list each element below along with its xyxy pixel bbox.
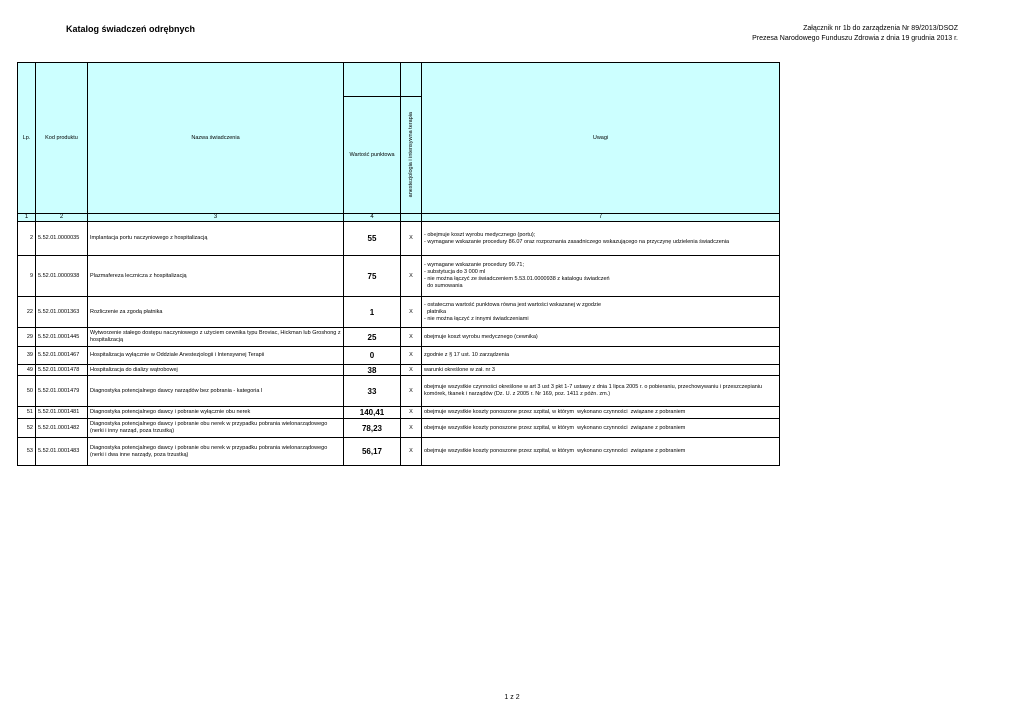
column-number-row	[18, 214, 780, 222]
cell-lp: 49	[18, 365, 36, 376]
cell-anest-mark: X	[401, 438, 422, 466]
cell-anest-mark: X	[401, 256, 422, 297]
cell-nazwa: Hospitalizacja wyłącznie w Oddziale Anestezjologii i Intensywnej Terapii	[88, 347, 344, 365]
cell-kod: 5.52.01.0001479	[36, 376, 88, 407]
uwagi-line: zgodnie z § 17 ust. 10 zarządzenia	[424, 352, 510, 358]
cell-kod: 5.52.01.0001363	[36, 297, 88, 328]
cell-kod: 5.52.01.0000035	[36, 222, 88, 256]
cell-wartosc: 1	[344, 297, 401, 328]
cell-nazwa: Plazmafereza lecznicza z hospitalizacją	[88, 256, 344, 297]
header-anest-label: anestezjologia i intensywna terapia	[407, 112, 414, 198]
uwagi-line: warunki określone w zał. nr 3	[424, 366, 495, 373]
cell-uwagi	[422, 376, 780, 407]
cell-kod: 5.52.01.0001483	[36, 438, 88, 466]
cell-uwagi	[422, 328, 780, 347]
uwagi-line: do sumowania	[424, 283, 463, 289]
cell-nazwa: Wytworzenie stałego dostępu naczyniowego z użyciem cewnika typu Broviac, Hickman lub Groshong z hospitalizacją	[88, 328, 344, 347]
cell-wartosc: 25	[344, 328, 401, 347]
table-row	[18, 407, 780, 419]
col-number: 3	[88, 214, 344, 222]
cell-anest-mark: X	[401, 222, 422, 256]
cell-nazwa: Diagnostyka potencjalnego dawcy i pobranie wyłącznie obu nerek	[88, 407, 344, 419]
cell-uwagi	[422, 256, 780, 297]
table-row	[18, 256, 780, 297]
cell-uwagi	[422, 419, 780, 438]
cell-uwagi	[422, 222, 780, 256]
cell-uwagi	[422, 297, 780, 328]
uwagi-line: obejmuje wszystkie koszty ponoszone przez szpital, w którym wykonano czynności związane z pobraniem	[424, 424, 686, 431]
header-uwagi: Uwagi	[422, 63, 780, 214]
col-number: 7	[422, 214, 780, 222]
table-row	[18, 376, 780, 407]
cell-lp: 50	[18, 376, 36, 407]
cell-wartosc: 75	[344, 256, 401, 297]
cell-nazwa: Hospitalizacja do dializy wątrobowej	[88, 365, 344, 376]
uwagi-line: - obejmuje koszt wyrobu medycznego (portu);	[424, 231, 536, 238]
header-kod: Kod produktu	[36, 63, 88, 214]
annex-note	[752, 24, 958, 43]
annex-line-2: Prezesa Narodowego Funduszu Zdrowia z dnia 19 grudnia 2013 r.	[752, 34, 958, 42]
table-row	[18, 347, 780, 365]
cell-kod: 5.52.01.0001445	[36, 328, 88, 347]
cell-anest-mark: X	[401, 407, 422, 419]
cell-wartosc: 78,23	[344, 419, 401, 438]
table-row	[18, 328, 780, 347]
cell-kod: 5.52.01.0001478	[36, 365, 88, 376]
header-wartosc-top	[344, 63, 401, 97]
uwagi-line: obejmuje wszystkie koszty ponoszone przez szpital, w którym wykonano czynności związane z pobraniem	[424, 448, 686, 454]
header-anest	[401, 97, 422, 214]
table-row	[18, 438, 780, 466]
cell-wartosc: 33	[344, 376, 401, 407]
uwagi-line: - wymagane wskazanie procedury 86.07 oraz rozpoznania zasadniczego wskazującego na przyczynę udzielenia świadczenia	[424, 238, 730, 245]
uwagi-line: obejmuje wszystkie koszty ponoszone przez szpital, w którym wykonano czynności związane z pobraniem	[424, 409, 686, 415]
col-number	[401, 214, 422, 222]
cell-anest-mark: X	[401, 376, 422, 407]
col-number: 1	[18, 214, 36, 222]
cell-nazwa: Implantacja portu naczyniowego z hospitalizacją	[88, 222, 344, 256]
cell-anest-mark: X	[401, 419, 422, 438]
table-row	[18, 365, 780, 376]
col-number: 4	[344, 214, 401, 222]
page-number: 1 z 2	[504, 694, 520, 701]
cell-lp: 53	[18, 438, 36, 466]
cell-kod: 5.52.01.0001467	[36, 347, 88, 365]
cell-kod: 5.52.01.0001481	[36, 407, 88, 419]
uwagi-line: obejmuje wszystkie czynności określone w art 3 ust 3 pkt 1-7 ustawy z dnia 1 lipca 2005 r. o pobieraniu, przechowywaniu i przeszczepianiu komórek, tkanek i narządów (Dz. U. z 2005 r. Nr 169, poz. 1411 z późn. zm.)	[424, 384, 764, 397]
cell-lp: 2	[18, 222, 36, 256]
cell-uwagi	[422, 407, 780, 419]
cell-wartosc: 56,17	[344, 438, 401, 466]
cell-anest-mark: X	[401, 297, 422, 328]
cell-anest-mark: X	[401, 365, 422, 376]
cell-nazwa: Diagnostyka potencjalnego dawcy i pobranie obu nerek w przypadku pobrania wielonarządowego (nerki i dwa inne narządy, poza trzustką)	[88, 438, 344, 466]
col-number: 2	[36, 214, 88, 222]
cell-kod: 5.52.01.0000938	[36, 256, 88, 297]
cell-lp: 22	[18, 297, 36, 328]
uwagi-line: płatnika	[424, 308, 447, 315]
cell-uwagi	[422, 365, 780, 376]
uwagi-line: - ostateczna wartość punktowa równa jest wartości wskazanej w zgodzie	[424, 301, 601, 308]
cell-uwagi	[422, 347, 780, 365]
cell-wartosc: 0	[344, 347, 401, 365]
uwagi-line: - nie można łączyć z innymi świadczeniami	[424, 315, 529, 322]
cell-wartosc: 140,41	[344, 407, 401, 419]
uwagi-line: - substytucja do 3 000 ml	[424, 269, 486, 275]
table-row	[18, 297, 780, 328]
cell-wartosc: 38	[344, 365, 401, 376]
header-wartosc: Wartość punktowa	[344, 97, 401, 214]
cell-nazwa: Rozliczenie za zgodą płatnika	[88, 297, 344, 328]
cell-uwagi	[422, 438, 780, 466]
cell-lp: 9	[18, 256, 36, 297]
uwagi-line: - wymagane wskazanie procedury 99.71;	[424, 262, 524, 268]
header-lp: Lp.	[18, 63, 36, 214]
document-title: Katalog świadczeń odrębnych	[66, 24, 196, 34]
cell-anest-mark: X	[401, 347, 422, 365]
catalog-table	[17, 62, 780, 466]
cell-lp: 51	[18, 407, 36, 419]
cell-anest-mark: X	[401, 328, 422, 347]
table-row	[18, 419, 780, 438]
cell-nazwa: Diagnostyka potencjalnego dawcy i pobranie obu nerek w przypadku pobrania wielonarządowego (nerki i inny narząd, poza trzustką)	[88, 419, 344, 438]
uwagi-line: - nie można łączyć ze świadczeniem 5.53.01.0000938 z katalogu świadczeń	[424, 276, 610, 282]
uwagi-line: obejmuje koszt wyrobu medycznego (cewnika)	[424, 333, 538, 340]
cell-kod: 5.52.01.0001482	[36, 419, 88, 438]
cell-nazwa: Diagnostyka potencjalnego dawcy narządów bez pobrania - kategoria I	[88, 376, 344, 407]
table-row	[18, 222, 780, 256]
header-nazwa: Nazwa świadczenia	[88, 63, 344, 214]
cell-lp: 39	[18, 347, 36, 365]
header-anest-top	[401, 63, 422, 97]
cell-wartosc: 55	[344, 222, 401, 256]
cell-lp: 52	[18, 419, 36, 438]
cell-lp: 29	[18, 328, 36, 347]
annex-line-1: Załącznik nr 1b do zarządzenia Nr 89/2013/DSOZ	[803, 25, 958, 32]
